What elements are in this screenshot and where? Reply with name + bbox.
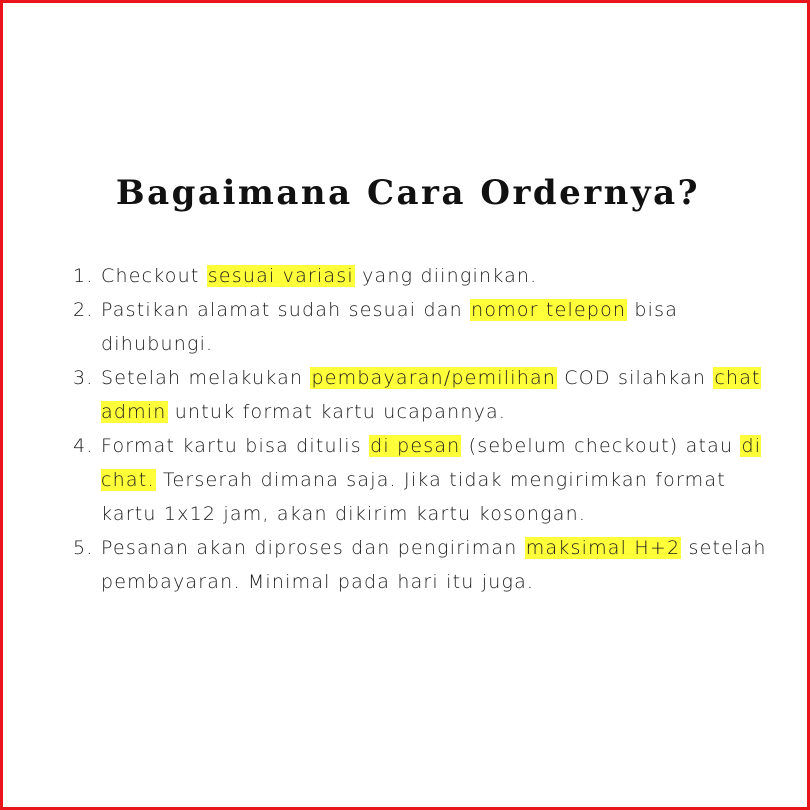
step-text-part: bisa dihubungi.	[101, 299, 679, 355]
highlight-text: di pesan	[370, 435, 461, 457]
step-number: 4.	[73, 435, 94, 457]
step-text	[101, 259, 773, 293]
step-text	[101, 429, 773, 531]
highlight-text: pembayaran/pemilihan	[311, 367, 557, 389]
step-text-part: yang diinginkan.	[354, 265, 538, 287]
highlight-text: chat admin	[101, 367, 761, 423]
step-text-part: untuk format kartu ucapannya.	[167, 401, 507, 423]
highlight-text: nomor telepon	[471, 299, 627, 321]
list-item-step-3	[73, 361, 773, 429]
list-item-step-5	[73, 531, 773, 599]
step-text-part: Terserah dimana saja. Jika tidak mengirimkan format kartu 1x12 jam, akan dikirim kartu kosongan.	[101, 469, 726, 525]
step-text-part: Pastikan alamat sudah sesuai dan	[101, 299, 471, 321]
highlight-text: di chat.	[101, 435, 762, 491]
step-number: 3.	[73, 367, 94, 389]
step-text-part: setelah pembayaran. Minimal pada hari itu juga.	[101, 537, 767, 593]
step-number: 5.	[73, 537, 94, 559]
highlight-text: sesuai variasi	[207, 265, 354, 287]
step-number: 2.	[73, 299, 94, 321]
page-title: Bagaimana Cara Ordernya?	[115, 173, 701, 213]
step-text	[101, 293, 773, 361]
list-item-step-1	[73, 259, 773, 293]
step-text-part: Checkout	[101, 265, 207, 287]
step-text-part: (sebelum checkout) atau	[461, 435, 741, 457]
list-item-step-4	[73, 429, 773, 531]
step-text	[101, 531, 773, 599]
step-text-part: Setelah melakukan	[101, 367, 311, 389]
list-item-step-2	[73, 293, 773, 361]
step-text-part: Pesanan akan diproses dan pengiriman	[101, 537, 525, 559]
step-text-part: COD silahkan	[557, 367, 714, 389]
highlight-text: maksimal H+2	[525, 537, 681, 559]
step-number: 1.	[73, 265, 94, 287]
order-steps-list	[73, 259, 773, 599]
step-text-part: Format kartu bisa ditulis	[101, 435, 370, 457]
step-text	[101, 361, 773, 429]
